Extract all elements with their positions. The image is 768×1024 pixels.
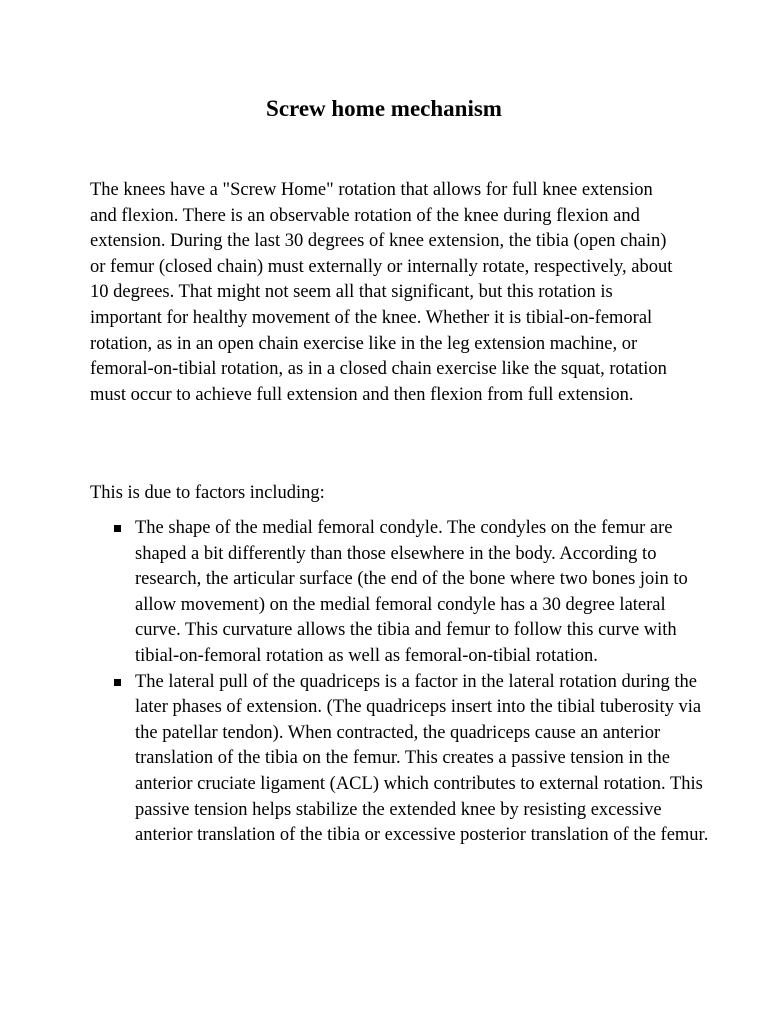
list-item: [110, 670, 710, 849]
intro-paragraph: The knees have a "Screw Home" rotation that allows for full knee extension and flexion. There is an observable rotation of the knee during flexion and extension. During the last 30 degrees of knee extension, the tibia (open chain) or femur (closed chain) must externally or internally rotate, respectively, about 10 degrees. That might not seem all that significant, but this rotation is important for healthy movement of the knee. Whether it is tibial-on-femoral rotation, as in an open chain exercise like in the leg extension machine, or femoral-on-tibial rotation, as in a closed chain exercise like the squat, rotation must occur to achieve full extension and then flexion from full extension.: [90, 180, 673, 405]
factors-list: [110, 516, 710, 849]
square-bullet-icon: [114, 679, 121, 686]
factors-lead-text: This is due to factors including:: [90, 483, 325, 503]
factor-text: The lateral pull of the quadriceps is a factor in the lateral rotation during the later phases of extension. (The quadriceps insert into the tibial tuberosity via the patellar tendon). When contracted, the quadriceps cause an anterior translation of the tibia on the femur. This creates a passive tension in the anterior cruciate ligament (ACL) which contributes to external rotation. This passive tension helps stabilize the extended knee by resisting excessive anterior translation of the tibia or excessive posterior translation of the femur.: [135, 671, 709, 846]
document-title: Screw home mechanism: [266, 96, 502, 121]
list-item: [110, 516, 710, 670]
square-bullet-icon: [114, 525, 121, 532]
factor-text: The shape of the medial femoral condyle. The condyles on the femur are shaped a bit differently than those elsewhere in the body. According to research, the articular surface (the end of the bone where two bones join to allow movement) on the medial femoral condyle has a 30 degree lateral curve. This curvature allows the tibia and femur to follow this curve with tibial-on-femoral rotation as well as femoral-on-tibial rotation.: [135, 518, 688, 666]
